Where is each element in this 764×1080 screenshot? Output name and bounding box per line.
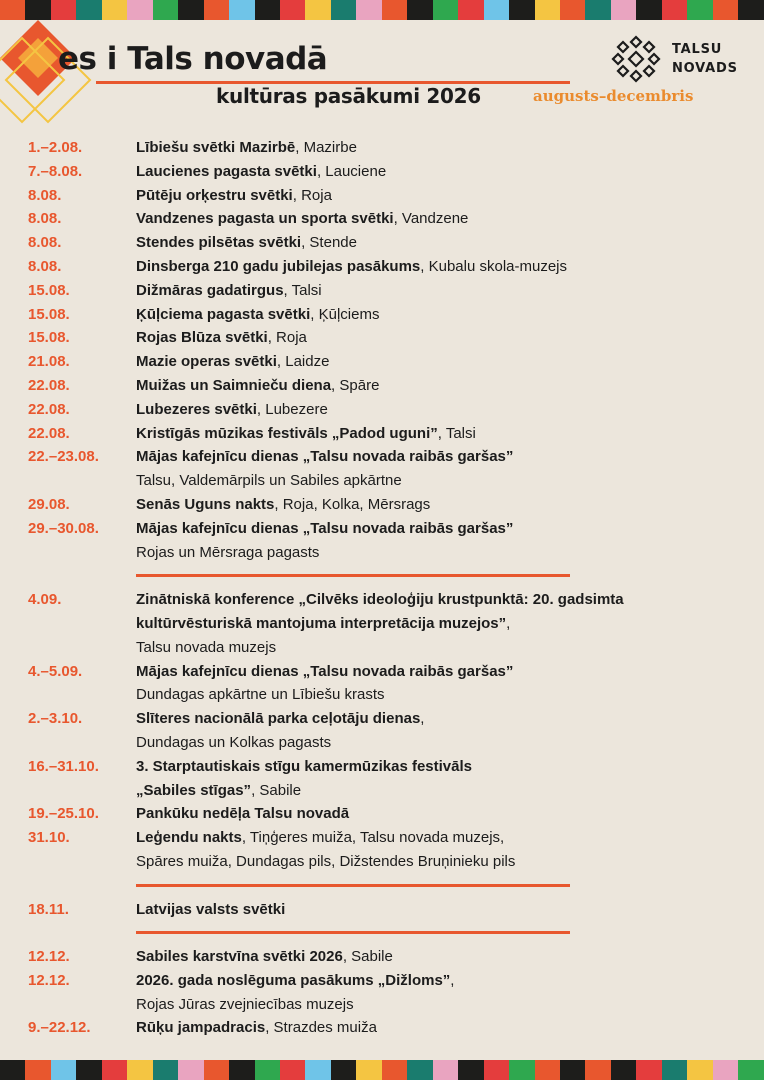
event-text bbox=[136, 707, 762, 731]
event-name: Slīteres nacionālā parka ceļotāju dienas bbox=[136, 710, 421, 728]
event-row bbox=[0, 1016, 764, 1040]
event-row bbox=[0, 660, 764, 684]
stripe-segment bbox=[560, 0, 585, 20]
event-name: Pūtēju orķestru svētki bbox=[136, 186, 293, 204]
event-location: , bbox=[420, 710, 425, 728]
section-separator bbox=[0, 564, 764, 588]
event-name: Mājas kafejnīcu dienas „Talsu novada raibās garšas” bbox=[136, 519, 514, 537]
stripe-segment bbox=[407, 0, 432, 20]
event-row bbox=[0, 326, 764, 350]
event-location: Rojas un Mērsraga pagasts bbox=[136, 543, 320, 561]
event-row bbox=[0, 445, 764, 469]
event-row bbox=[0, 493, 764, 517]
event-name: Stendes pilsētas svētki bbox=[136, 234, 302, 252]
event-text bbox=[136, 422, 762, 446]
stripe-segment bbox=[713, 1060, 738, 1080]
event-date: 29.08. bbox=[28, 495, 70, 513]
event-location: , Roja bbox=[267, 329, 307, 347]
event-text bbox=[136, 755, 762, 779]
event-date: 15.08. bbox=[28, 329, 70, 347]
event-row bbox=[0, 184, 764, 208]
event-location: , Kubalu skola-muzejs bbox=[420, 257, 568, 275]
event-name: Kristīgās mūzikas festivāls „Padod uguni” bbox=[136, 424, 438, 442]
stripe-segment bbox=[687, 1060, 712, 1080]
event-date: 7.–8.08. bbox=[28, 162, 83, 180]
event-text bbox=[136, 660, 762, 684]
event-date: 19.–25.10. bbox=[28, 805, 99, 823]
event-date: 8.08. bbox=[28, 210, 62, 228]
stripe-segment bbox=[585, 0, 610, 20]
stripe-segment bbox=[25, 0, 50, 20]
event-row bbox=[0, 588, 764, 612]
event-name: Mazie operas svētki bbox=[136, 353, 277, 371]
stripe-segment bbox=[509, 1060, 534, 1080]
event-text bbox=[136, 636, 762, 660]
event-date: 22.08. bbox=[28, 400, 70, 418]
event-text bbox=[136, 136, 762, 160]
event-name: Dižmāras gadatirgus bbox=[136, 281, 284, 299]
event-name: Dinsberga 210 gadu jubilejas pasākums bbox=[136, 257, 421, 275]
date-range: augusts–decembris bbox=[533, 87, 694, 105]
stripe-segment bbox=[407, 1060, 432, 1080]
event-row bbox=[0, 517, 764, 541]
event-row bbox=[0, 683, 764, 707]
stripe-segment bbox=[636, 1060, 661, 1080]
separator-line bbox=[136, 931, 570, 934]
event-name: Senās Uguns nakts bbox=[136, 495, 275, 513]
event-text bbox=[136, 160, 762, 184]
event-date: 12.12. bbox=[28, 948, 70, 966]
event-text bbox=[136, 898, 762, 922]
stripe-segment bbox=[127, 1060, 152, 1080]
stripe-segment bbox=[280, 0, 305, 20]
stripe-segment bbox=[535, 1060, 560, 1080]
event-location: , Ķūļciems bbox=[310, 305, 380, 323]
event-row bbox=[0, 969, 764, 993]
event-row bbox=[0, 636, 764, 660]
stripe-segment bbox=[25, 1060, 50, 1080]
event-date: 31.10. bbox=[28, 829, 70, 847]
event-name: Lubezeres svētki bbox=[136, 400, 257, 418]
event-name: Muižas un Saimnieču diena bbox=[136, 376, 332, 394]
event-name: 3. Starptautiskais stīgu kamermūzikas festivāls bbox=[136, 757, 472, 775]
poster-subtitle: kultūras pasākumi 2026 bbox=[216, 84, 481, 108]
stripe-segment bbox=[153, 1060, 178, 1080]
event-text bbox=[136, 1016, 762, 1040]
stripe-segment bbox=[51, 0, 76, 20]
event-row bbox=[0, 755, 764, 779]
event-date: 8.08. bbox=[28, 257, 62, 275]
bottom-color-stripe bbox=[0, 1060, 764, 1080]
stripe-segment bbox=[178, 1060, 203, 1080]
stripe-segment bbox=[382, 0, 407, 20]
event-date: 21.08. bbox=[28, 353, 70, 371]
event-text bbox=[136, 731, 762, 755]
event-row bbox=[0, 398, 764, 422]
stripe-segment bbox=[356, 1060, 381, 1080]
event-name: Lībiešu svētki Mazirbē bbox=[136, 139, 296, 156]
event-row bbox=[0, 826, 764, 850]
event-text bbox=[136, 303, 762, 327]
stripe-segment bbox=[713, 0, 738, 20]
logo-line-2: NOVADS bbox=[672, 61, 738, 76]
stripe-segment bbox=[102, 1060, 127, 1080]
stripe-segment bbox=[305, 1060, 330, 1080]
event-row bbox=[0, 802, 764, 826]
event-text bbox=[136, 445, 762, 469]
event-location: Rojas Jūras zvejniecības muzejs bbox=[136, 995, 354, 1013]
event-name: kultūrvēsturiskā mantojuma interpretācija muzejos” bbox=[136, 614, 507, 632]
event-name: Pankūku nedēļa Talsu novadā bbox=[136, 805, 350, 823]
stripe-segment bbox=[178, 0, 203, 20]
stripe-segment bbox=[255, 1060, 280, 1080]
event-text bbox=[136, 279, 762, 303]
event-date: 15.08. bbox=[28, 305, 70, 323]
stripe-segment bbox=[611, 0, 636, 20]
event-name: Ķūļciema pagasta svētki bbox=[136, 305, 311, 323]
stripe-segment bbox=[305, 0, 330, 20]
stripe-segment bbox=[229, 1060, 254, 1080]
event-row bbox=[0, 422, 764, 446]
event-row bbox=[0, 469, 764, 493]
stripe-segment bbox=[204, 0, 229, 20]
event-text bbox=[136, 541, 762, 565]
event-text bbox=[136, 469, 762, 493]
event-text bbox=[136, 779, 762, 803]
event-date: 2.–3.10. bbox=[28, 710, 83, 728]
event-location: , Lauciene bbox=[316, 162, 387, 180]
stripe-segment bbox=[738, 1060, 763, 1080]
stripe-segment bbox=[0, 0, 25, 20]
event-text bbox=[136, 945, 762, 969]
stripe-segment bbox=[458, 0, 483, 20]
event-location: , Vandzene bbox=[393, 210, 469, 228]
stripe-segment bbox=[433, 0, 458, 20]
event-date: 1.–2.08. bbox=[28, 139, 83, 156]
event-list bbox=[0, 136, 764, 1040]
section-separator bbox=[0, 921, 764, 945]
event-location: , Sabile bbox=[342, 948, 393, 966]
stripe-segment bbox=[458, 1060, 483, 1080]
event-name: Laucienes pagasta svētki bbox=[136, 162, 317, 180]
stripe-segment bbox=[127, 0, 152, 20]
event-row bbox=[0, 993, 764, 1017]
stripe-segment bbox=[433, 1060, 458, 1080]
stripe-segment bbox=[76, 0, 101, 20]
event-date: 9.–22.12. bbox=[28, 1019, 91, 1037]
event-text bbox=[136, 231, 762, 255]
event-row bbox=[0, 255, 764, 279]
event-name: „Sabiles stīgas” bbox=[136, 781, 252, 799]
event-row bbox=[0, 207, 764, 231]
event-name: Mājas kafejnīcu dienas „Talsu novada raibās garšas” bbox=[136, 448, 514, 466]
event-location: , Laidze bbox=[276, 353, 330, 371]
event-text bbox=[136, 184, 762, 208]
event-row bbox=[0, 231, 764, 255]
event-date: 8.08. bbox=[28, 234, 62, 252]
stripe-segment bbox=[204, 1060, 229, 1080]
stripe-segment bbox=[153, 0, 178, 20]
logo-text bbox=[672, 40, 738, 78]
stripe-segment bbox=[484, 0, 509, 20]
event-location: , Tiņģeres muiža, Talsu novada muzejs, bbox=[241, 829, 505, 847]
event-row bbox=[0, 160, 764, 184]
event-date: 16.–31.10. bbox=[28, 757, 99, 775]
logo-line-1: TALSU bbox=[672, 42, 723, 57]
stripe-segment bbox=[585, 1060, 610, 1080]
event-date: 4.–5.09. bbox=[28, 662, 83, 680]
section-separator bbox=[0, 874, 764, 898]
event-name: Mājas kafejnīcu dienas „Talsu novada raibās garšas” bbox=[136, 662, 514, 680]
event-row bbox=[0, 612, 764, 636]
event-text bbox=[136, 255, 762, 279]
event-name: 2026. gada noslēguma pasākums „Dižloms” bbox=[136, 971, 451, 989]
event-location: Talsu novada muzejs bbox=[136, 638, 277, 656]
event-name: Rūķu jampadracis bbox=[136, 1019, 266, 1037]
event-row bbox=[0, 136, 764, 160]
stripe-segment bbox=[280, 1060, 305, 1080]
event-row bbox=[0, 898, 764, 922]
snowflake-ornament-icon bbox=[610, 34, 662, 84]
event-text bbox=[136, 398, 762, 422]
stripe-segment bbox=[509, 0, 534, 20]
event-text bbox=[136, 517, 762, 541]
event-location: , Strazdes muiža bbox=[265, 1019, 377, 1037]
event-location: , Mazirbe bbox=[295, 139, 357, 156]
event-date: 22.–23.08. bbox=[28, 448, 99, 466]
event-location: , Roja bbox=[292, 186, 332, 204]
stripe-segment bbox=[76, 1060, 101, 1080]
event-row bbox=[0, 945, 764, 969]
event-text bbox=[136, 374, 762, 398]
event-text bbox=[136, 326, 762, 350]
stripe-segment bbox=[331, 0, 356, 20]
event-row bbox=[0, 731, 764, 755]
event-date: 22.08. bbox=[28, 376, 70, 394]
event-text bbox=[136, 802, 762, 826]
poster-title: es i Tals novadā bbox=[58, 41, 328, 77]
event-location: , bbox=[506, 614, 511, 632]
event-name: Vandzenes pagasta un sporta svētki bbox=[136, 210, 394, 228]
event-name: Zinātniskā konference „Cilvēks ideoloģiju krustpunktā: 20. gadsimta bbox=[136, 591, 624, 609]
event-text bbox=[136, 588, 762, 612]
event-text bbox=[136, 493, 762, 517]
stripe-segment bbox=[0, 1060, 25, 1080]
event-location: , Talsi bbox=[437, 424, 476, 442]
stripe-segment bbox=[636, 0, 661, 20]
event-text bbox=[136, 683, 762, 707]
stripe-segment bbox=[382, 1060, 407, 1080]
event-location: Talsu, Valdemārpils un Sabiles apkārtne bbox=[136, 472, 402, 490]
event-name: Sabiles karstvīna svētki 2026 bbox=[136, 948, 343, 966]
stripe-segment bbox=[560, 1060, 585, 1080]
event-text bbox=[136, 993, 762, 1017]
stripe-segment bbox=[229, 0, 254, 20]
stripe-segment bbox=[662, 0, 687, 20]
stripe-segment bbox=[738, 0, 763, 20]
event-location: , Spāre bbox=[331, 376, 380, 394]
stripe-segment bbox=[611, 1060, 636, 1080]
stripe-segment bbox=[535, 0, 560, 20]
event-text bbox=[136, 826, 762, 850]
separator-line bbox=[136, 574, 570, 577]
event-date: 29.–30.08. bbox=[28, 519, 99, 537]
top-color-stripe bbox=[0, 0, 764, 20]
event-row bbox=[0, 279, 764, 303]
event-location: , bbox=[450, 971, 455, 989]
stripe-segment bbox=[51, 1060, 76, 1080]
event-date: 8.08. bbox=[28, 186, 62, 204]
event-row bbox=[0, 779, 764, 803]
event-date: 12.12. bbox=[28, 971, 70, 989]
event-name: Rojas Blūza svētki bbox=[136, 329, 268, 347]
event-text bbox=[136, 612, 762, 636]
event-row bbox=[0, 707, 764, 731]
stripe-segment bbox=[255, 0, 280, 20]
separator-line bbox=[136, 884, 570, 887]
event-row bbox=[0, 541, 764, 565]
event-location: Spāres muiža, Dundagas pils, Dižstendes Bruņinieku pils bbox=[136, 852, 516, 870]
event-row bbox=[0, 303, 764, 327]
event-row bbox=[0, 374, 764, 398]
event-location: , Stende bbox=[301, 234, 357, 252]
event-date: 4.09. bbox=[28, 591, 62, 609]
event-name: Latvijas valsts svētki bbox=[136, 900, 286, 918]
event-location: , Sabile bbox=[251, 781, 302, 799]
stripe-segment bbox=[356, 0, 381, 20]
stripe-segment bbox=[331, 1060, 356, 1080]
event-location: , Lubezere bbox=[256, 400, 328, 418]
event-row bbox=[0, 850, 764, 874]
event-date: 15.08. bbox=[28, 281, 70, 299]
stripe-segment bbox=[662, 1060, 687, 1080]
stripe-segment bbox=[484, 1060, 509, 1080]
stripe-segment bbox=[687, 0, 712, 20]
event-location: Dundagas un Kolkas pagasts bbox=[136, 733, 332, 751]
event-date: 22.08. bbox=[28, 424, 70, 442]
event-location: Dundagas apkārtne un Lībiešu krasts bbox=[136, 686, 385, 704]
event-date: 18.11. bbox=[28, 900, 69, 918]
stripe-segment bbox=[102, 0, 127, 20]
event-text bbox=[136, 350, 762, 374]
event-row bbox=[0, 350, 764, 374]
event-text bbox=[136, 207, 762, 231]
event-text bbox=[136, 969, 762, 993]
event-location: , Roja, Kolka, Mērsrags bbox=[274, 495, 431, 513]
event-location: , Talsi bbox=[283, 281, 322, 299]
event-text bbox=[136, 850, 762, 874]
event-name: Leģendu nakts bbox=[136, 829, 242, 847]
